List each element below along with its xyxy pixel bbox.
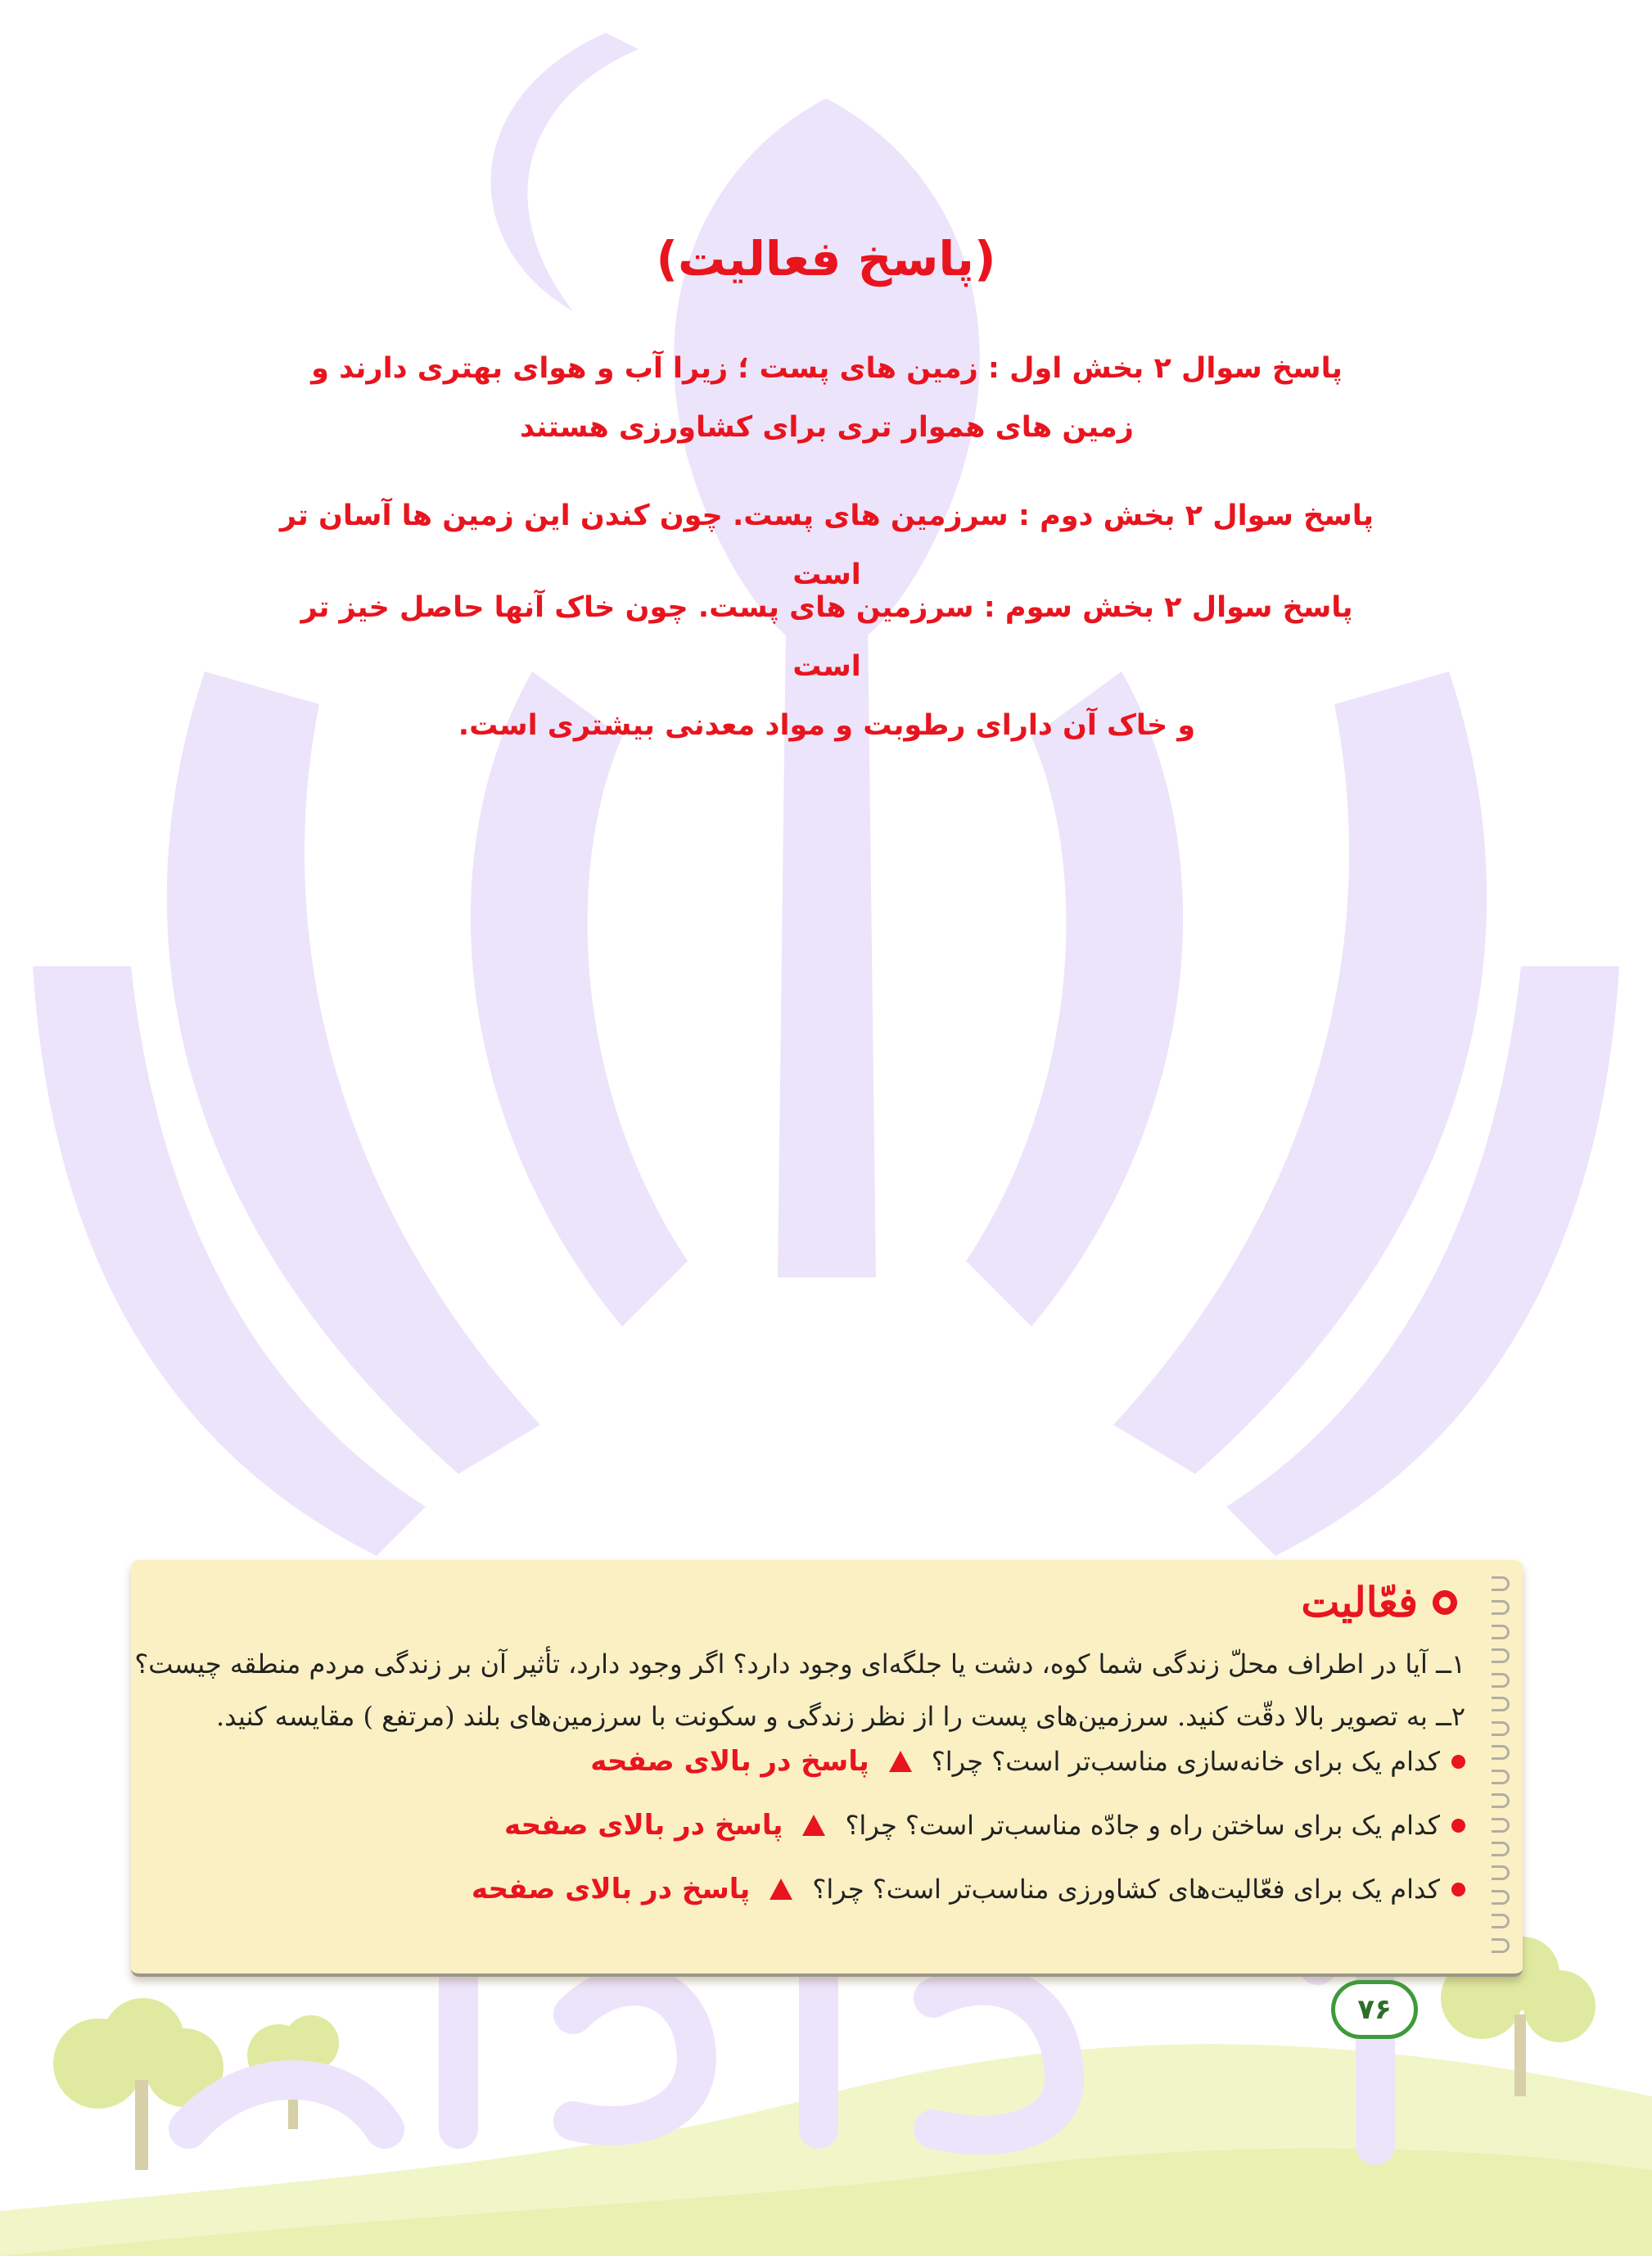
bullet-answer: پاسخ در بالای صفحه xyxy=(590,1745,869,1778)
answer-3 xyxy=(262,578,1392,755)
bullet-text: کدام یک برای فعّالیت‌های کشاورزی مناسب‌تر است؟ چرا؟ xyxy=(812,1874,1440,1905)
bullet-answer: پاسخ در بالای صفحه xyxy=(503,1809,783,1842)
activity-title: فعّالیت xyxy=(1301,1578,1418,1626)
bullet-dot-icon xyxy=(1451,1883,1465,1897)
page-number: ۷۶ xyxy=(1331,1980,1418,2039)
warning-triangle-icon xyxy=(770,1878,792,1900)
answer-1 xyxy=(262,339,1392,457)
watermark-left-petal-1 xyxy=(471,671,688,1327)
bullet-dot-icon xyxy=(1451,1755,1465,1769)
bullet-answer: پاسخ در بالای صفحه xyxy=(471,1873,751,1906)
warning-triangle-icon xyxy=(889,1751,912,1772)
bullet-text: کدام یک برای خانه‌سازی مناسب‌تر است؟ چرا؟ xyxy=(931,1746,1440,1777)
ring-icon xyxy=(1433,1590,1457,1615)
answer-title: (پاسخ فعالیت) xyxy=(656,231,996,287)
bullet-text: کدام یک برای ساختن راه و جادّه مناسب‌تر است؟ چرا؟ xyxy=(845,1810,1440,1841)
question-1: ۱ــ آیا در اطراف محلّ زندگی شما کوه، دشت یا جلگه‌ای وجود دارد؟ اگر وجود دارد، تأثیر آن بر زندگی مردم منطقه چیست؟ xyxy=(134,1648,1465,1680)
bullet-item xyxy=(472,1873,1465,1906)
answer-1-line-2: زمین های هموار تری برای کشاورزی هستند xyxy=(520,411,1134,444)
activity-header xyxy=(1301,1578,1457,1626)
notebook-spiral xyxy=(1492,1576,1516,1953)
answer-2: پاسخ سوال ۲ بخش دوم : سرزمین های پست. چون کندن این زمین ها آسان تر است xyxy=(279,500,1374,591)
answer-1-line-1: پاسخ سوال ۲ بخش اول : زمین های پست ؛ زیرا آب و هوای بهتری دارند و xyxy=(311,352,1343,385)
answer-3-line-2: و خاک آن دارای رطوبت و مواد معدنی بیشتری است. xyxy=(458,709,1196,742)
watermark-right-petal-1 xyxy=(966,671,1183,1327)
bullet-item xyxy=(590,1745,1465,1778)
question-2: ۲ــ به تصویر بالا دقّت کنید. سرزمین‌های پست را از نظر زندگی و سکونت با سرزمین‌های بلند (مرتفع ) مقایسه کنید. xyxy=(215,1701,1465,1732)
activity-box xyxy=(131,1560,1523,1977)
bullet-item xyxy=(504,1809,1465,1842)
warning-triangle-icon xyxy=(802,1815,825,1836)
answer-3-line-1: پاسخ سوال ۲ بخش سوم : سرزمین های پست. چون خاک آنها حاصل خیز تر است xyxy=(300,591,1353,683)
bullet-dot-icon xyxy=(1451,1819,1465,1833)
